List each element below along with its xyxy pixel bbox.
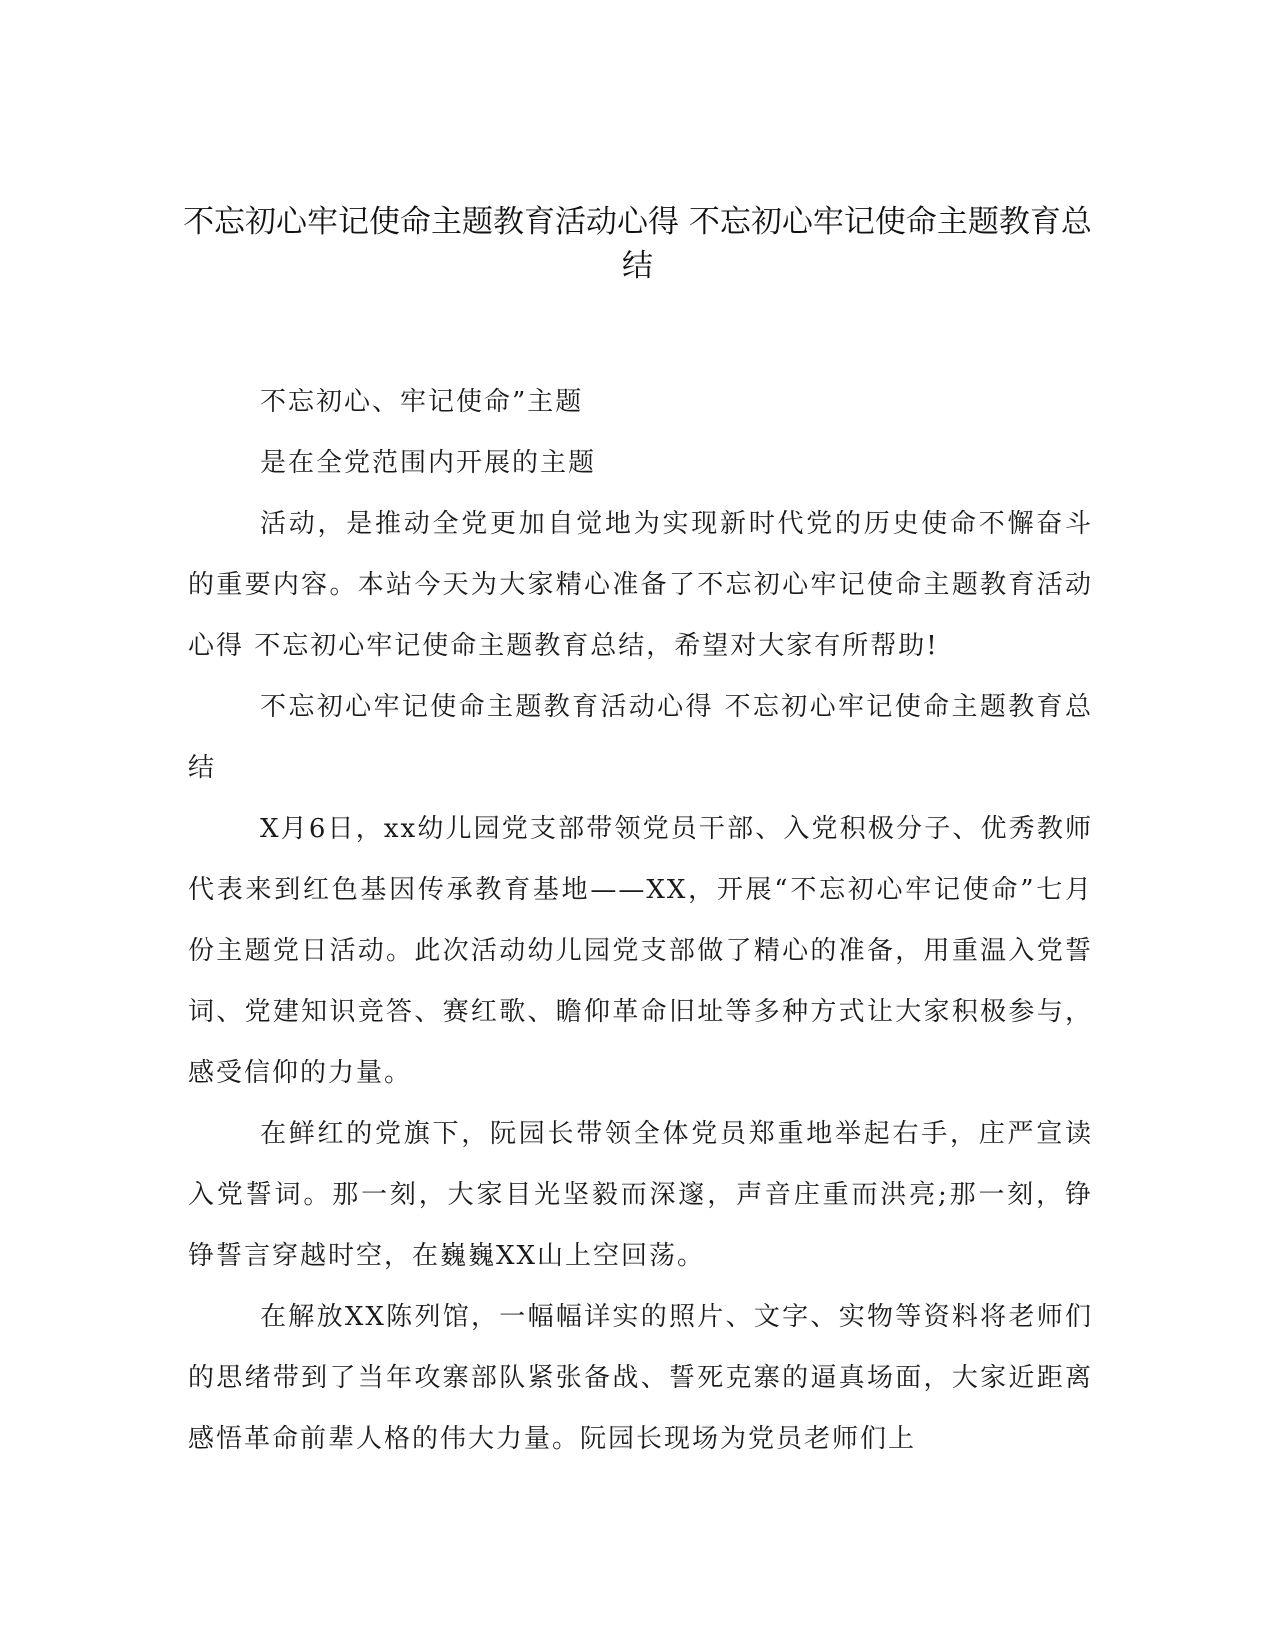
document-body: [188, 372, 1093, 1470]
paragraph-intro: 活动，是推动全党更加自觉地为实现新时代党的历史使命不懈奋斗的重要内容。本站今天为大家精心准备了不忘初心牢记使命主题教育活动心得 不忘初心牢记使命主题教育总结，希望对大家有所帮助!: [188, 509, 1093, 661]
paragraph-subtitle: 不忘初心牢记使命主题教育活动心得 不忘初心牢记使命主题教育总结: [188, 692, 1093, 783]
paragraph-scope-line: 是在全党范围内开展的主题: [260, 448, 597, 478]
paragraph-theme-line: 不忘初心、牢记使命”主题: [260, 387, 584, 417]
paragraph-museum: 在解放XX陈列馆，一幅幅详实的照片、文字、实物等资料将老师们的思绪带到了当年攻寨部队紧张备战、誓死克寨的逼真场面，大家近距离感悟革命前辈人格的伟大力量。阮园长现场为党员老师们上: [188, 1302, 1093, 1454]
document-title: 不忘初心牢记使命主题教育活动心得 不忘初心牢记使命主题教育总结: [183, 204, 1092, 284]
paragraph-activity: X月6日，xx幼儿园党支部带领党员干部、入党积极分子、优秀教师代表来到红色基因传承教育基地——XX，开展“不忘初心牢记使命”七月份主题党日活动。此次活动幼儿园党支部做了精心的准备，用重温入党誓词、党建知识竞答、赛红歌、瞻仰革命旧址等多种方式让大家积极参与，感受信仰的力量。: [188, 814, 1093, 1088]
paragraph-oath: 在鲜红的党旗下，阮园长带领全体党员郑重地举起右手，庄严宣读入党誓词。那一刻，大家目光坚毅而深邃，声音庄重而洪亮;那一刻，铮铮誓言穿越时空，在巍巍XX山上空回荡。: [188, 1119, 1093, 1271]
